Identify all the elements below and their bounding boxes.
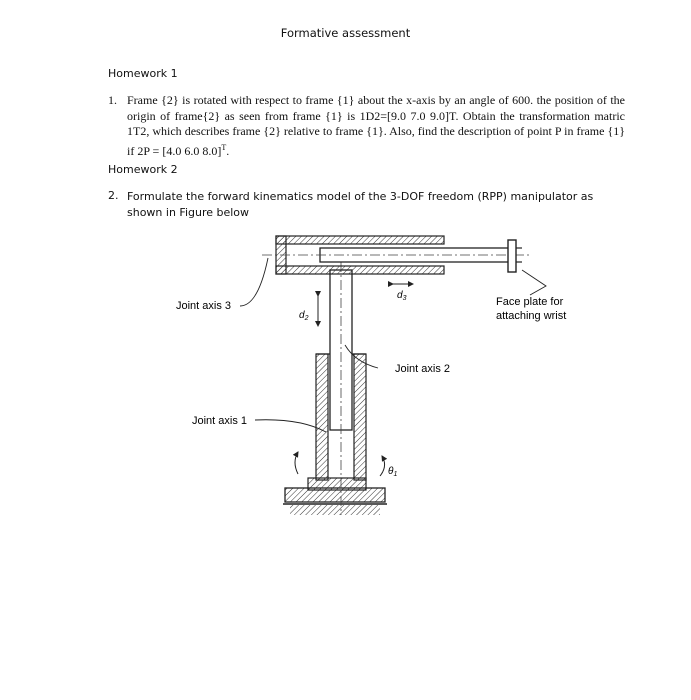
joint-axis-2-label: Joint axis 2 [395, 363, 451, 375]
d3-label: $d_3$ [397, 290, 407, 302]
homework-2-heading: Homework 2 [108, 163, 178, 176]
prismatic-link-d3 [262, 248, 530, 262]
theta1-rotation-arrows [295, 452, 385, 476]
joint-axis-1-label: Joint axis 1 [192, 415, 248, 427]
d2-label: $d_2$ [299, 310, 309, 322]
face-plate-label-line2: attaching wrist [496, 310, 567, 322]
ground-base [283, 478, 387, 515]
face-plate [508, 240, 522, 272]
question-2-number: 2. [108, 189, 119, 202]
face-plate-label-line1: Face plate for [496, 296, 564, 308]
transpose-superscript: T [221, 142, 227, 152]
homework-1-heading: Homework 1 [108, 67, 178, 80]
theta1-label: $\theta_1$ [388, 466, 398, 478]
prismatic-link-d2 [330, 262, 352, 515]
question-1-end: . [226, 143, 230, 158]
joint-axis-3-label: Joint axis 3 [176, 300, 232, 312]
question-1-number: 1. [108, 93, 117, 107]
question-1-body: Frame {2} is rotated with respect to frame {1} about the x-axis by an angle of 600. the position of the origin of frame{2} as seen from frame {1} is 1D2=[9.0 7.0 9.0]T. Obtain the transformation matric 1T2, which describes frame {2} relative to frame {1}. Also, find the description of point P in frame {1} if 2P = [4.0 6.0 8.0] [127, 93, 625, 158]
question-2-text: Formulate the forward kinematics model of the 3-DOF freedom (RPP) manipulator as shown in Figure below [127, 190, 594, 219]
document-title: Formative assessment [280, 26, 411, 40]
